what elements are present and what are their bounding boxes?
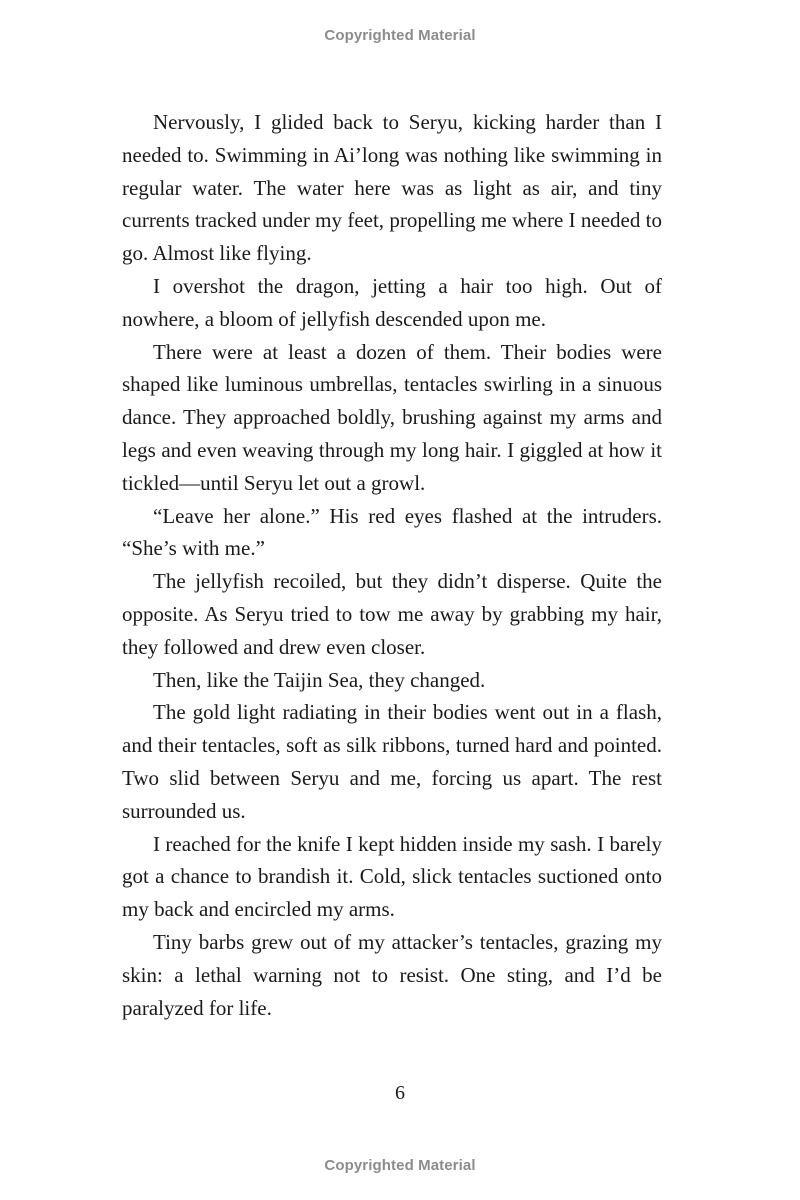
- paragraph-7: The gold light radiating in their bodies went out in a flash, and their tentacles, soft as silk ribbons, turned hard and pointed. Two slid between Seryu and me, forcing us apart. The rest surrounded us.: [122, 700, 662, 823]
- book-page-body: [122, 106, 662, 1024]
- paragraph-2: I overshot the dragon, jetting a hair too high. Out of nowhere, a bloom of jellyfish descended upon me.: [122, 273, 662, 331]
- page-number: 6: [395, 1082, 405, 1104]
- copyright-watermark-bottom: Copyrighted Material: [324, 1157, 476, 1174]
- paragraph-4: “Leave her alone.” His red eyes flashed at the intruders. “She’s with me.”: [122, 503, 662, 561]
- paragraph-1: Nervously, I glided back to Seryu, kicking harder than I needed to. Swimming in Ai’long was nothing like swimming in regular water. The water here was as light as air, and tiny currents tracked under my feet, propelling me where I needed to go. Almost like flying.: [122, 110, 662, 266]
- paragraph-9: Tiny barbs grew out of my attacker’s tentacles, grazing my skin: a lethal warning not to resist. One sting, and I’d be paralyzed for life.: [122, 929, 662, 1020]
- paragraph-6: Then, like the Taijin Sea, they changed.: [153, 667, 486, 692]
- paragraph-3: There were at least a dozen of them. Their bodies were shaped like luminous umbrellas, tentacles swirling in a sinuous dance. They approached boldly, brushing against my arms and legs and even weaving through my long hair. I giggled at how it tickled—until Seryu let out a growl.: [122, 339, 662, 495]
- paragraph-8: I reached for the knife I kept hidden inside my sash. I barely got a chance to brandish it. Cold, slick tentacles suctioned onto my back and encircled my arms.: [122, 831, 662, 922]
- paragraph-5: The jellyfish recoiled, but they didn’t disperse. Quite the opposite. As Seryu tried to tow me away by grabbing my hair, they followed and drew even closer.: [122, 569, 662, 659]
- copyright-watermark-top: Copyrighted Material: [324, 27, 476, 44]
